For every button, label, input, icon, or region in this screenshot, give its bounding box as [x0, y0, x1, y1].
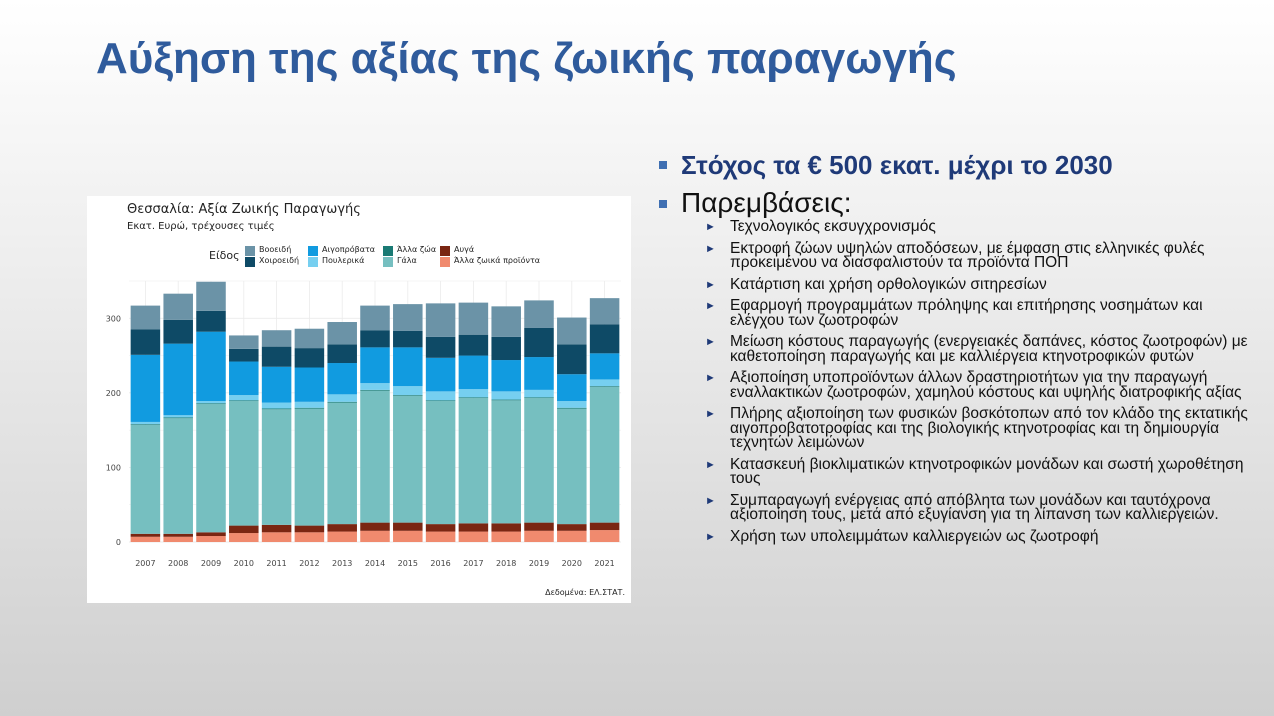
arrow-bullet-icon: ►: [705, 408, 716, 420]
bar-segment: [295, 409, 325, 526]
legend-label: Γάλα: [397, 256, 417, 265]
arrow-bullet-icon: ►: [705, 336, 716, 348]
arrow-bullet-icon: ►: [705, 372, 716, 384]
intervention-text: Αξιοποίηση υποπροϊόντων άλλων δραστηριοτήτων για την παραγωγή εναλλακτικών ζωοτροφών, χαμηλού κόστους και υψηλής διατροφικής αξίας: [730, 369, 1242, 401]
bar-segment: [360, 523, 390, 531]
x-tick-label: 2018: [496, 559, 517, 568]
bar-segment: [262, 525, 292, 532]
intervention-item: [705, 220, 1257, 235]
bar-segment: [163, 417, 193, 418]
legend-swatch: [308, 257, 318, 267]
bar-segment: [131, 424, 161, 425]
x-tick-label: 2012: [299, 559, 320, 568]
bar-segment: [426, 303, 456, 337]
legend-swatch: [308, 246, 318, 256]
interventions-bullet: [657, 186, 1257, 220]
bar-segment: [131, 425, 161, 534]
interventions-list: [705, 220, 1257, 544]
bar-segment: [131, 306, 161, 330]
legend-swatch: [440, 257, 450, 267]
legend-label: Αυγά: [454, 245, 475, 254]
bar-segment: [524, 397, 554, 398]
bar-segment: [491, 306, 521, 337]
intervention-item: [705, 407, 1257, 451]
intervention-text: Τεχνολογικός εκσυγχρονισμός: [730, 218, 936, 235]
legend-label: Χοιροειδή: [259, 256, 300, 265]
bar-segment: [262, 409, 292, 525]
x-tick-label: 2011: [266, 559, 287, 568]
bar-segment: [163, 537, 193, 542]
square-bullet-icon: [659, 161, 667, 169]
square-bullet-icon: [659, 200, 667, 208]
interventions-heading: Παρεμβάσεις:: [681, 187, 852, 218]
intervention-item: [705, 299, 1257, 328]
intervention-item: [705, 335, 1257, 364]
bar-segment: [327, 402, 357, 403]
bar-segment: [360, 383, 390, 390]
bar-segment: [196, 532, 226, 536]
x-tick-label: 2020: [561, 559, 582, 568]
bar-segment: [524, 328, 554, 357]
bar-segment: [590, 298, 620, 324]
bar-segment: [557, 531, 587, 542]
x-tick-label: 2017: [463, 559, 484, 568]
bar-segment: [557, 318, 587, 345]
bar-segment: [393, 304, 423, 331]
x-tick-label: 2014: [364, 559, 386, 568]
bar-segment: [590, 387, 620, 523]
slide-title: Αύξηση της αξίας της ζωικής παραγωγής: [96, 34, 957, 83]
bar-segment: [360, 347, 390, 383]
bar-segment: [327, 403, 357, 525]
intervention-item: [705, 455, 1257, 487]
bullet-list: [657, 148, 1257, 551]
bar-segment: [491, 400, 521, 523]
chart-subtitle: Εκατ. Ευρώ, τρέχουσες τιμές: [127, 221, 275, 232]
x-tick-label: 2016: [430, 559, 451, 568]
legend-swatch: [383, 257, 393, 267]
bar-segment: [196, 282, 226, 311]
bar-segment: [459, 335, 489, 356]
legend-swatch: [245, 257, 255, 267]
bar-segment: [295, 368, 325, 402]
bar-segment: [295, 402, 325, 408]
bar-segment: [557, 374, 587, 401]
legend-swatch: [245, 246, 255, 256]
bar-segment: [262, 347, 292, 367]
legend-label: Αιγοπρόβατα: [322, 245, 376, 254]
arrow-bullet-icon: ►: [705, 300, 716, 312]
target-bullet: [657, 148, 1257, 182]
bar-segment: [131, 355, 161, 422]
bar-segment: [459, 397, 489, 398]
bar-segment: [459, 303, 489, 335]
arrow-bullet-icon: ►: [705, 494, 716, 507]
intervention-item: [705, 371, 1257, 400]
y-tick-label: 200: [105, 388, 121, 398]
bar-segment: [590, 324, 620, 353]
arrow-bullet-icon: ►: [705, 278, 716, 291]
bar-segment: [196, 401, 226, 403]
bar-segment: [229, 362, 259, 396]
bar-segment: [295, 408, 325, 409]
bar-segment: [131, 422, 161, 424]
bar-segment: [459, 389, 489, 397]
bar-segment: [491, 400, 521, 401]
bar-segment: [459, 523, 489, 531]
intervention-text: Πλήρης αξιοποίηση των φυσικών βοσκότοπων από τον κλάδο της εκτατικής αιγοπροβατοτροφίας και της βιολογικής κτηνοτροφίας και τη δημιουργία τεχνητών λειμώνων: [730, 405, 1248, 451]
intervention-item: [705, 491, 1257, 523]
bar-segment: [393, 396, 423, 523]
bar-segment: [491, 391, 521, 399]
x-tick-label: 2015: [397, 559, 418, 568]
bar-segment: [196, 536, 226, 542]
intervention-text: Κατάρτιση και χρήση ορθολογικών σιτηρεσίων: [730, 275, 1047, 293]
bar-segment: [196, 311, 226, 332]
bar-segment: [196, 403, 226, 404]
bar-segment: [590, 523, 620, 530]
bar-segment: [163, 415, 193, 417]
legend-swatch: [383, 246, 393, 256]
intervention-text: Μείωση κόστους παραγωγής (ενεργειακές δαπάνες, κόστος ζωοτροφών) με καθετοποίηση παραγωγής και με καλλιέργεια κτηνοτροφικών φυτών: [730, 333, 1248, 365]
bar-segment: [557, 408, 587, 409]
legend-label: Άλλα ζώα: [397, 245, 437, 254]
bar-segment: [262, 367, 292, 403]
chart-panel: [87, 196, 631, 603]
bar-segment: [131, 329, 161, 354]
x-tick-label: 2019: [528, 559, 550, 568]
intervention-text: Κατασκευή βιοκλιματικών κτηνοτροφικών μονάδων και σωστή χωροθέτηση τους: [730, 455, 1244, 487]
bar-segment: [295, 329, 325, 348]
chart-title: Θεσσαλία: Αξία Ζωικής Παραγωγής: [127, 202, 361, 217]
bar-segment: [229, 335, 259, 348]
intervention-item: [705, 275, 1257, 293]
bar-segment: [491, 360, 521, 391]
bar-segment: [163, 344, 193, 416]
x-tick-label: 2008: [168, 559, 189, 568]
bar-segment: [590, 386, 620, 387]
bar-segment: [360, 390, 390, 391]
bar-segment: [131, 534, 161, 537]
bar-segment: [590, 353, 620, 379]
x-tick-label: 2013: [332, 559, 353, 568]
bar-segment: [262, 532, 292, 542]
bar-segment: [295, 532, 325, 542]
bar-segment: [524, 523, 554, 531]
bar-segment: [163, 294, 193, 320]
intervention-text: Συμπαραγωγή ενέργειας από απόβλητα των μονάδων και ταυτόχρονα αξιοποίηση τους, μετά από εξυγίανση για τη λίπανση των καλλιεργειών.: [730, 491, 1219, 523]
bar-segment: [131, 537, 161, 542]
bar-segment: [426, 337, 456, 358]
bar-segment: [163, 320, 193, 344]
bar-segment: [524, 300, 554, 328]
bar-segment: [393, 331, 423, 347]
legend-title: Είδος: [209, 249, 240, 262]
intervention-text: Χρήση των υπολειμμάτων καλλιεργειών ως ζωοτροφή: [730, 527, 1099, 545]
bar-segment: [229, 533, 259, 542]
arrow-bullet-icon: ►: [705, 458, 716, 471]
bar-segment: [590, 379, 620, 386]
bar-segment: [491, 532, 521, 542]
bar-segment: [360, 306, 390, 331]
bar-segment: [327, 363, 357, 394]
y-tick-label: 300: [105, 314, 121, 324]
x-tick-label: 2007: [135, 559, 156, 568]
bar-segment: [295, 348, 325, 367]
bar-segment: [229, 400, 259, 401]
bar-segment: [426, 524, 456, 531]
x-tick-label: 2021: [594, 559, 615, 568]
bar-segment: [557, 524, 587, 531]
bar-segment: [393, 523, 423, 531]
bar-segment: [524, 531, 554, 542]
y-tick-label: 0: [115, 538, 121, 547]
bar-segment: [229, 349, 259, 362]
bar-segment: [262, 409, 292, 410]
bar-segment: [557, 344, 587, 374]
bar-segment: [524, 390, 554, 397]
bar-segment: [196, 332, 226, 401]
bar-segment: [491, 337, 521, 360]
y-tick-label: 100: [105, 463, 121, 473]
arrow-bullet-icon: ►: [705, 242, 716, 255]
legend-label: Πουλερικά: [322, 256, 365, 265]
bar-segment: [196, 404, 226, 532]
arrow-bullet-icon: ►: [705, 221, 716, 233]
bar-segment: [327, 532, 357, 542]
bar-segment: [327, 344, 357, 363]
bar-segment: [491, 523, 521, 531]
intervention-text: Εκτροφή ζώων υψηλών αποδόσεων, με έμφαση στις ελληνικές φυλές προκειμένου να διασφαλιστούν τα προϊόντα ΠΟΠ: [730, 239, 1205, 271]
bar-segment: [557, 409, 587, 525]
bar-segment: [327, 322, 357, 344]
bar-segment: [557, 401, 587, 408]
bar-segment: [163, 534, 193, 537]
legend-label: Βοοειδή: [259, 245, 292, 254]
bar-segment: [327, 524, 357, 531]
bar-segment: [524, 357, 554, 390]
bar-segment: [426, 532, 456, 542]
x-tick-label: 2010: [233, 559, 254, 568]
bar-segment: [163, 418, 193, 534]
intervention-text: Εφαρμογή προγραμμάτων πρόληψης και επιτήρησης νοσημάτων και ελέγχου των ζωοτροφών: [730, 297, 1203, 329]
bar-segment: [229, 526, 259, 533]
bar-segment: [393, 395, 423, 396]
bar-segment: [393, 386, 423, 395]
bar-segment: [229, 401, 259, 526]
target-text: Στόχος τα € 500 εκατ. μέχρι το 2030: [681, 150, 1113, 180]
chart-source: Δεδομένα: ΕΛ.ΣΤΑΤ.: [545, 588, 625, 597]
bar-segment: [393, 347, 423, 386]
bar-segment: [459, 398, 489, 523]
bar-segment: [426, 358, 456, 392]
bar-segment: [262, 330, 292, 346]
intervention-item: [705, 527, 1257, 545]
bar-segment: [459, 356, 489, 390]
bar-segment: [524, 398, 554, 523]
bar-segment: [426, 391, 456, 400]
bar-segment: [426, 401, 456, 524]
bar-segment: [393, 531, 423, 542]
bar-segment: [360, 531, 390, 542]
legend-swatch: [440, 246, 450, 256]
intervention-item: [705, 239, 1257, 271]
arrow-bullet-icon: ►: [705, 530, 716, 543]
bar-segment: [327, 394, 357, 401]
bar-segment: [295, 526, 325, 533]
chart-legend: [87, 196, 631, 276]
bar-segment: [426, 400, 456, 401]
bar-segment: [360, 391, 390, 523]
bar-segment: [459, 532, 489, 542]
bar-segment: [360, 330, 390, 347]
legend-label: Άλλα ζωικά προϊόντα: [454, 256, 541, 265]
bar-segment: [590, 530, 620, 542]
x-tick-label: 2009: [200, 559, 222, 568]
bar-segment: [229, 395, 259, 400]
bar-segment: [262, 403, 292, 409]
